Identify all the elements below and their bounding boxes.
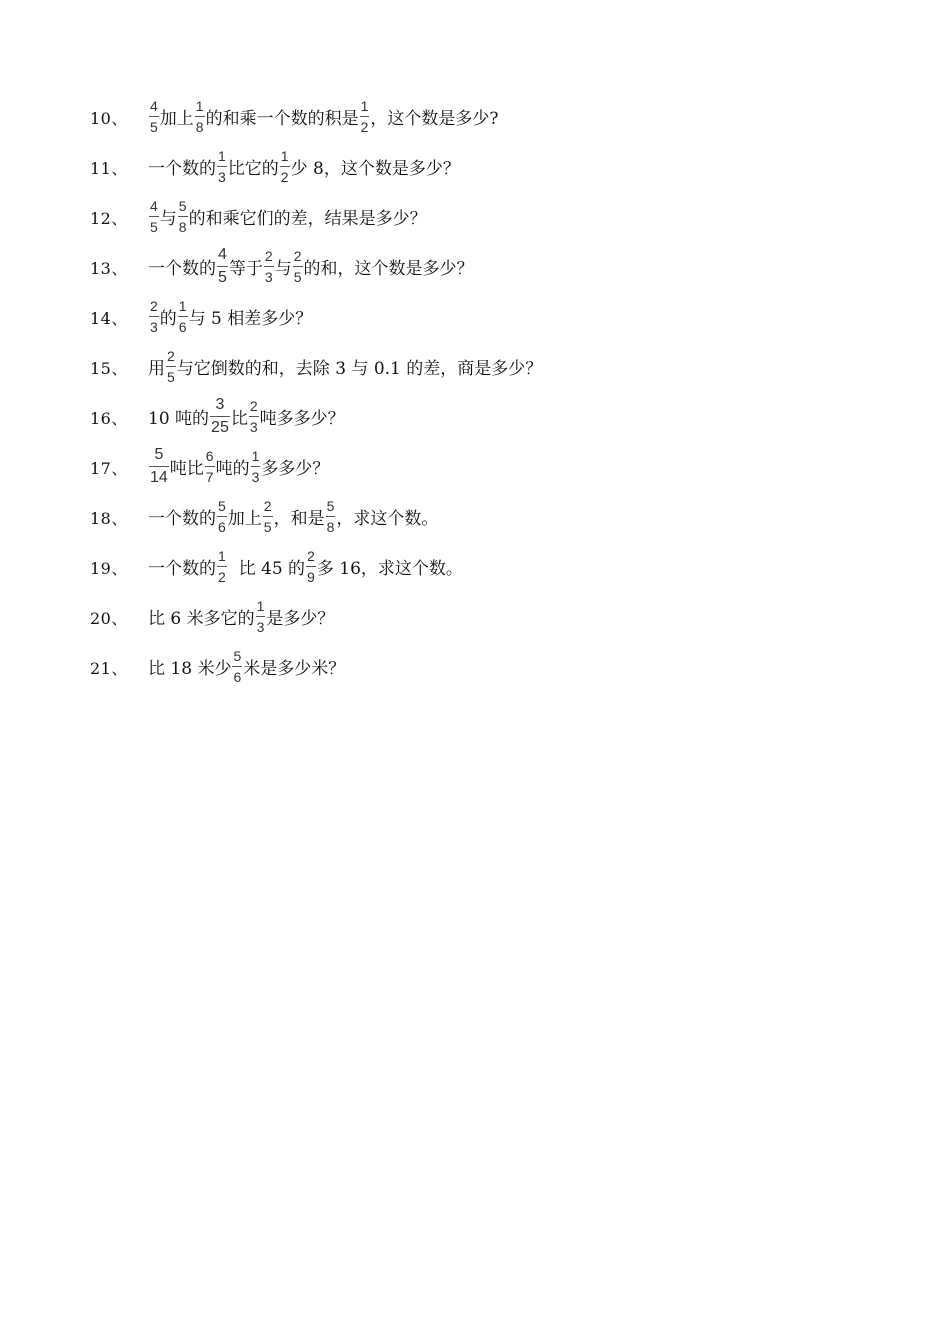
fraction-numerator: 2 <box>167 347 175 364</box>
fraction-numerator: 2 <box>307 547 315 564</box>
fraction-bar <box>326 516 336 517</box>
fraction-bar <box>217 566 227 567</box>
fraction-bar <box>293 266 303 267</box>
question-number: 11、 <box>90 159 128 178</box>
question-text <box>148 396 345 436</box>
fraction-denominator: 5 <box>263 518 272 535</box>
fraction <box>263 499 273 534</box>
question-text-segment: 一个数的 <box>148 558 216 579</box>
fraction <box>149 299 159 334</box>
question-text-segment: 一个数的 <box>148 258 216 279</box>
question-text-segment: 吨比 <box>169 458 204 479</box>
question-item <box>0 546 950 586</box>
question-item <box>0 596 950 636</box>
question-text <box>148 546 463 586</box>
question-text-segment: 比 <box>230 408 248 429</box>
fraction-denominator: 2 <box>280 168 289 185</box>
question-text-segment: 多多少？ <box>261 458 330 479</box>
fraction-numerator: 1 <box>360 97 369 114</box>
question-item <box>0 146 950 186</box>
fraction <box>217 149 227 184</box>
question-text-segment: 加上 <box>159 108 194 129</box>
fraction-denominator: 14 <box>150 468 168 486</box>
question-text-segment: 比 6 米多它的 <box>148 608 255 629</box>
fraction-numerator: 1 <box>251 447 260 464</box>
fraction-denominator: 6 <box>178 318 187 335</box>
fraction-denominator: 5 <box>150 218 158 235</box>
fraction <box>251 449 261 484</box>
fraction <box>360 99 370 134</box>
question-number: 19、 <box>90 559 128 578</box>
fraction-bar <box>251 466 261 467</box>
fraction-denominator: 3 <box>218 168 226 185</box>
fraction-numerator: 1 <box>178 297 187 314</box>
fraction-bar <box>264 266 274 267</box>
question-text-segment: 10 吨的 <box>148 408 210 429</box>
question-text-segment: 比 45 的 <box>227 558 306 579</box>
fraction-numerator: 5 <box>233 647 242 664</box>
fraction <box>217 549 227 584</box>
question-text-segment: ，这个数是多少? <box>370 108 499 129</box>
question-item <box>0 346 950 386</box>
question-text-segment: 吨多多少？ <box>259 408 345 429</box>
question-number: 17、 <box>90 459 128 478</box>
fraction-denominator: 7 <box>205 468 214 485</box>
fraction <box>326 499 336 534</box>
question-item <box>0 196 950 236</box>
question-item <box>0 296 950 336</box>
fraction-numerator: 2 <box>264 247 273 264</box>
fraction-numerator: 1 <box>218 147 226 164</box>
fraction-bar <box>217 166 227 167</box>
fraction-denominator: 2 <box>218 568 226 585</box>
fraction-denominator: 8 <box>195 118 204 135</box>
fraction-bar <box>178 216 188 217</box>
question-text-segment: 等于 <box>228 258 263 279</box>
question-number: 16、 <box>90 409 128 428</box>
fraction-bar <box>217 516 227 517</box>
fraction-bar <box>195 116 205 117</box>
question-text-segment: 的和乘一个数的积是 <box>205 108 359 129</box>
fraction-numerator: 4 <box>150 97 158 114</box>
fraction-denominator: 5 <box>218 268 227 286</box>
fraction-numerator: 1 <box>256 597 265 614</box>
question-item <box>0 446 950 486</box>
question-text-segment: 一个数的 <box>148 158 216 179</box>
question-text <box>148 196 427 236</box>
fraction-denominator: 5 <box>293 268 302 285</box>
question-text <box>148 496 438 536</box>
fraction <box>293 249 303 284</box>
fraction <box>149 447 169 486</box>
fraction-denominator: 3 <box>264 268 273 285</box>
fraction-denominator: 3 <box>251 468 260 485</box>
fraction-numerator: 1 <box>218 547 226 564</box>
question-number: 21、 <box>90 659 128 678</box>
fraction-denominator: 9 <box>307 568 315 585</box>
fraction <box>264 249 274 284</box>
fraction-bar <box>149 116 159 117</box>
fraction-bar <box>205 466 215 467</box>
question-text <box>148 596 334 636</box>
question-text <box>148 246 474 286</box>
fraction <box>195 99 205 134</box>
fraction-denominator: 5 <box>150 118 158 135</box>
fraction-denominator: 6 <box>233 668 242 685</box>
fraction-bar <box>263 516 273 517</box>
question-text-segment: 比 18 米少 <box>148 658 232 679</box>
fraction <box>217 247 228 286</box>
question-item <box>0 96 950 136</box>
fraction-bar <box>178 316 188 317</box>
fraction-bar <box>306 566 316 567</box>
question-text <box>148 646 345 686</box>
fraction-bar <box>249 416 259 417</box>
fraction-numerator: 3 <box>215 395 225 413</box>
fraction-numerator: 2 <box>263 497 272 514</box>
fraction <box>249 399 259 434</box>
question-text-segment: 一个数的 <box>148 508 216 529</box>
question-number: 12、 <box>90 209 128 228</box>
question-text <box>148 446 329 486</box>
fraction-bar <box>256 616 266 617</box>
fraction-numerator: 4 <box>150 197 158 214</box>
fraction <box>205 449 215 484</box>
question-item <box>0 246 950 286</box>
fraction <box>149 199 159 234</box>
fraction-bar <box>217 266 228 267</box>
fraction-numerator: 4 <box>218 245 227 263</box>
fraction-denominator: 8 <box>326 518 335 535</box>
fraction <box>217 499 227 534</box>
question-text-segment: 加上 <box>227 508 262 529</box>
question-text-segment: 的和乘它们的差，结果是多少？ <box>188 208 427 229</box>
question-text-segment: 少 8，这个数是多少？ <box>290 158 460 179</box>
fraction <box>306 549 316 584</box>
question-number: 18、 <box>90 509 128 528</box>
fraction-numerator: 2 <box>293 247 302 264</box>
fraction-denominator: 8 <box>178 218 187 235</box>
fraction-bar <box>360 116 370 117</box>
question-text-segment: 的 <box>159 308 177 329</box>
fraction-denominator: 6 <box>218 518 226 535</box>
fraction <box>210 397 230 436</box>
question-item <box>0 396 950 436</box>
question-item <box>0 646 950 686</box>
fraction-numerator: 2 <box>150 297 158 314</box>
fraction <box>166 349 176 384</box>
fraction-numerator: 5 <box>326 497 335 514</box>
fraction-numerator: 2 <box>249 397 258 414</box>
fraction-numerator: 1 <box>195 97 204 114</box>
question-number: 14、 <box>90 309 128 328</box>
fraction <box>256 599 266 634</box>
question-text-segment: 与 <box>159 208 177 229</box>
fraction-denominator: 25 <box>211 418 229 436</box>
fraction-bar <box>210 416 230 417</box>
fraction <box>232 649 242 684</box>
fraction-bar <box>149 316 159 317</box>
fraction-denominator: 5 <box>167 368 175 385</box>
fraction-bar <box>149 216 159 217</box>
fraction-denominator: 3 <box>150 318 158 335</box>
fraction-denominator: 3 <box>256 618 265 635</box>
fraction-denominator: 3 <box>249 418 258 435</box>
question-text <box>148 146 460 186</box>
question-text-segment: 用 <box>148 358 165 379</box>
fraction <box>280 149 290 184</box>
fraction-denominator: 2 <box>360 118 369 135</box>
question-number: 13、 <box>90 259 128 278</box>
fraction-bar <box>166 366 176 367</box>
question-text-segment: ，求这个数。 <box>336 508 439 529</box>
question-number: 10、 <box>90 109 128 128</box>
question-text <box>148 296 312 336</box>
fraction-numerator: 5 <box>154 445 164 463</box>
question-number: 20、 <box>90 609 128 628</box>
question-text-segment: 吨的 <box>215 458 250 479</box>
fraction-numerator: 6 <box>205 447 214 464</box>
question-text-segment: 米是多少米？ <box>243 658 346 679</box>
fraction-bar <box>149 466 169 467</box>
question-item <box>0 496 950 536</box>
question-number: 15、 <box>90 359 128 378</box>
fraction-numerator: 1 <box>280 147 289 164</box>
question-text-segment: 与 <box>274 258 292 279</box>
fraction-bar <box>232 666 242 667</box>
question-text <box>148 346 542 386</box>
question-text-segment: 多 16，求这个数。 <box>316 558 463 579</box>
fraction-numerator: 5 <box>178 197 187 214</box>
question-text-segment: ，和是 <box>273 508 325 529</box>
question-text-segment: 与 5 相差多少？ <box>188 308 313 329</box>
fraction <box>149 99 159 134</box>
fraction <box>178 199 188 234</box>
question-text <box>148 96 499 136</box>
question-text-segment: 与它倒数的和，去除 3 与 0.1 的差，商是多少？ <box>176 358 543 379</box>
question-text-segment: 是多少？ <box>266 608 335 629</box>
fraction <box>178 299 188 334</box>
question-text-segment: 的和，这个数是多少？ <box>303 258 474 279</box>
fraction-numerator: 5 <box>218 497 226 514</box>
question-text-segment: 比它的 <box>227 158 279 179</box>
fraction-bar <box>280 166 290 167</box>
